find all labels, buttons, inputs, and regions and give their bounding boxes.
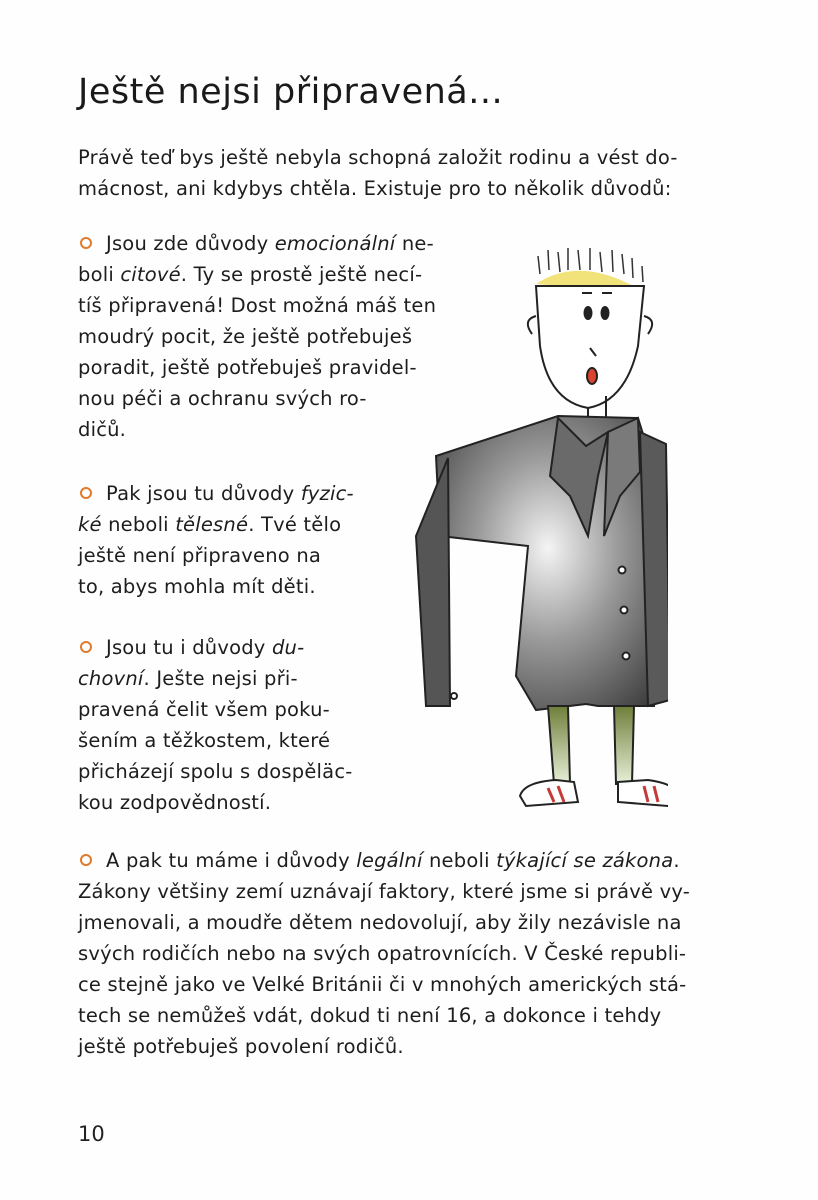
shoes <box>520 780 668 806</box>
bullet-physical: Pak jsou tu důvody fyzic- ké neboli tělesné. Tvé tělo ještě není připraveno na to, abys mohla mít děti. <box>78 482 354 598</box>
hollow-circle-bullet-icon <box>80 854 92 866</box>
cartoon-boy-illustration <box>408 236 668 816</box>
intro-paragraph <box>78 142 678 204</box>
page-number: 10 <box>78 1122 105 1146</box>
jacket <box>416 416 668 710</box>
bullet-spiritual: Jsou tu i důvody du- chovní. Ješte nejsi při- pravená čelit všem poku- šením a těžkostem, které přicházejí spolu s dospěläc- kou zodpovědností. <box>78 636 353 814</box>
legs <box>548 706 634 784</box>
page-title: Ještě nejsi připravená... <box>78 72 504 112</box>
hollow-circle-bullet-icon <box>80 641 92 653</box>
hollow-circle-bullet-icon <box>80 237 92 249</box>
bullet-legal: A pak tu máme i důvody legální neboli týkající se zákona. Zákony většiny zemí uznávají faktory, které jsme si právě vy- jmenovali, a moudře dětem nedovolují, aby žily nezávisle na svých rodičích nebo na svých opatrovnících. V České republi- ce stejně jako ve Velké Británii či v mnohých amerických stá- tech se nemůžeš vdát, dokud ti není 16, a dokonce i tehdy ještě potřebuješ povolení rodičů. <box>78 849 691 1058</box>
intro-line: Právě teď bys ještě nebyla schopná založit rodinu a vést do- <box>78 146 678 169</box>
intro-line: mácnost, ani kdybys chtěla. Existuje pro to několik důvodů: <box>78 177 672 200</box>
hollow-circle-bullet-icon <box>80 487 92 499</box>
bullet-emotional: Jsou zde důvody emocionální ne- boli citové. Ty se prostě ještě necí- tíš připravená! Dost možná máš ten moudrý pocit, že ještě potřebuješ poradit, ještě potřebuješ pravidel- nou péči a ochranu svých ro- dičů. <box>78 232 437 441</box>
